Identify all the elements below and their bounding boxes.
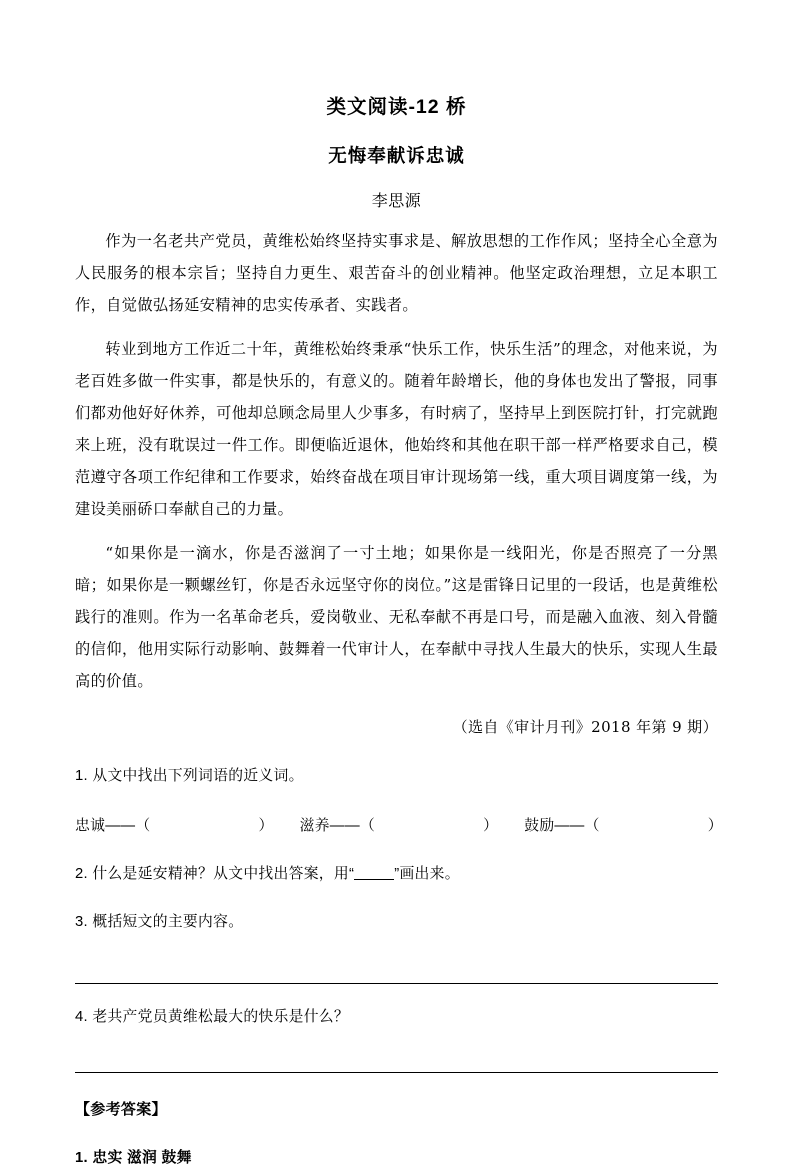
source-attribution: （选自《审计月刊》2018 年第 9 期）: [452, 717, 718, 736]
body-paragraph: “如果你是一滴水，你是否滋润了一寸土地；如果你是一线阳光，你是否照亮了一分黑暗；如果你是一颗螺丝钉，你是否永远坚守你的岗位。”这是雷锋日记里的一段话，也是黄维松践行的准则。作为一名革命老兵，爱岗敬业、无私奉献不再是口号，而是融入血液、刻入骨髓的信仰，他用实际行动影响、鼓舞着一代审计人，在奉献中寻找人生最大的快乐，实现人生最高的价值。: [75, 543, 718, 690]
body-paragraph: 作为一名老共产党员，黄维松始终坚持实事求是、解放思想的工作作风；坚持全心全意为人民服务的根本宗旨；坚持自力更生、艰苦奋斗的创业精神。他坚定政治理想，立足本职工作，自觉做弘扬延安精神的忠实传承者、实践者。: [75, 231, 718, 314]
article-subtitle: 无悔奉献诉忠诚: [328, 145, 465, 167]
answer-item: 1. 忠实 滋润 鼓舞: [75, 1149, 192, 1166]
question-2-text-end: ”画出来。: [394, 865, 460, 882]
article-author: 李思源: [371, 192, 422, 210]
blank-open-paren: （: [360, 817, 376, 834]
blank-item: [524, 811, 723, 841]
blank-close-paren: ）: [258, 817, 274, 834]
question-1: 1. 从文中找出下列词语的近义词。: [75, 767, 304, 784]
question-3: 3. 概括短文的主要内容。: [75, 913, 244, 930]
spacer: [75, 1032, 718, 1072]
answers-heading: 【参考答案】: [75, 1100, 167, 1118]
answer-line-q3[interactable]: [75, 983, 718, 984]
blank-open-paren: （: [135, 817, 151, 834]
blank-word: 滋养——: [299, 817, 360, 834]
answer-line-q4[interactable]: [75, 1072, 718, 1073]
blank-open-paren: （: [584, 817, 600, 834]
blank-word: 鼓励——: [524, 817, 585, 834]
page-title: 类文阅读-12 桥: [326, 96, 467, 118]
spacer: [75, 937, 718, 983]
blank-close-paren: ）: [707, 817, 723, 834]
question-1-blank-row: [75, 811, 723, 841]
underline-mark: [354, 879, 394, 880]
document-content: [75, 0, 723, 1173]
body-paragraph: 转业到地方工作近二十年，黄维松始终秉承“快乐工作，快乐生活”的理念，对他来说，为老百姓多做一件实事，都是快乐的，有意义的。随着年龄增长，他的身体也发出了警报，同事们都劝他好好休养，可他却总顾念局里人少事多，有时病了，坚持早上到医院打针，打完就跑来上班，没有耽误过一件工作。即便临近退休，他始终和其他在职干部一样严格要求自己，模范遵守各项工作纪律和工作要求，始终奋战在项目审计现场第一线，重大项目调度第一线，为建设美丽硚口奉献自己的力量。: [75, 339, 718, 518]
question-2-text-start: 2. 什么是延安精神？从文中找出答案，用“: [75, 865, 355, 882]
blank-item: [300, 811, 499, 841]
blank-item: [75, 811, 274, 841]
question-4: 4. 老共产党员黄维松最大的快乐是什么？: [75, 1008, 349, 1025]
question-2: [75, 859, 718, 889]
blank-close-paren: ）: [483, 817, 499, 834]
blank-word: 忠诚——: [75, 817, 136, 834]
